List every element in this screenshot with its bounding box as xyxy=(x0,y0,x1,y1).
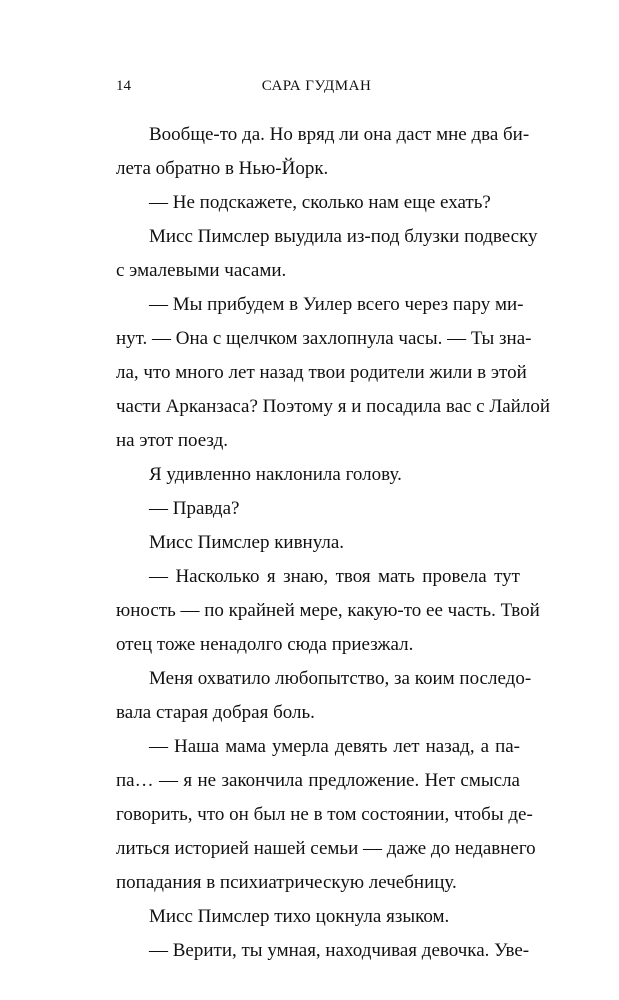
text-line: части Арканзаса? Поэтому я и посадила вас с Лайлой xyxy=(116,396,551,417)
text-line: — Верити, ты умная, находчивая девочка. Уве- xyxy=(149,940,530,961)
running-head xyxy=(116,76,517,96)
text-line: Меня охватило любопытство, за коим последо- xyxy=(149,668,532,689)
text-line: вала старая добрая боль. xyxy=(116,702,315,723)
text-line: па… — я не закончила предложение. Нет смысла xyxy=(116,770,520,791)
text-line: с эмалевыми часами. xyxy=(116,260,287,281)
text-line: — Мы прибудем в Уилер всего через пару ми- xyxy=(149,294,524,315)
text-line: литься историей нашей семьи — даже до недавнего xyxy=(116,838,536,859)
text-line: — Насколько я знаю, твоя мать провела тут xyxy=(149,566,520,587)
text-line: Мисс Пимслер тихо цокнула языком. xyxy=(149,906,450,927)
text-line: Вообще-то да. Но вряд ли она даст мне два би- xyxy=(149,124,530,145)
text-line: Мисс Пимслер кивнула. xyxy=(149,532,345,553)
text-line: говорить, что он был не в том состоянии, чтобы де- xyxy=(116,804,533,825)
text-line: попадания в психиатрическую лечебницу. xyxy=(116,872,457,893)
text-line: — Не подскажете, сколько нам еще ехать? xyxy=(149,192,491,213)
text-line: нут. — Она с щелчком захлопнула часы. — Ты зна- xyxy=(116,328,532,349)
text-line: Я удивленно наклонила голову. xyxy=(149,464,402,485)
body-text xyxy=(116,118,551,968)
text-line: ла, что много лет назад твои родители жили в этой xyxy=(116,362,527,383)
text-line: юность — по крайней мере, какую-то ее часть. Твой xyxy=(116,600,540,621)
text-line: Мисс Пимслер выудила из-под блузки подвеску xyxy=(149,226,538,247)
text-line: на этот поезд. xyxy=(116,430,229,451)
text-line: — Правда? xyxy=(149,498,240,519)
text-line: лета обратно в Нью-Йорк. xyxy=(116,158,329,179)
text-line: отец тоже ненадолго сюда приезжал. xyxy=(116,634,414,655)
page-number: 14 xyxy=(116,78,131,94)
text-line: — Наша мама умерла девять лет назад, а па- xyxy=(149,736,520,757)
book-author: САРА ГУДМАН xyxy=(261,78,372,94)
